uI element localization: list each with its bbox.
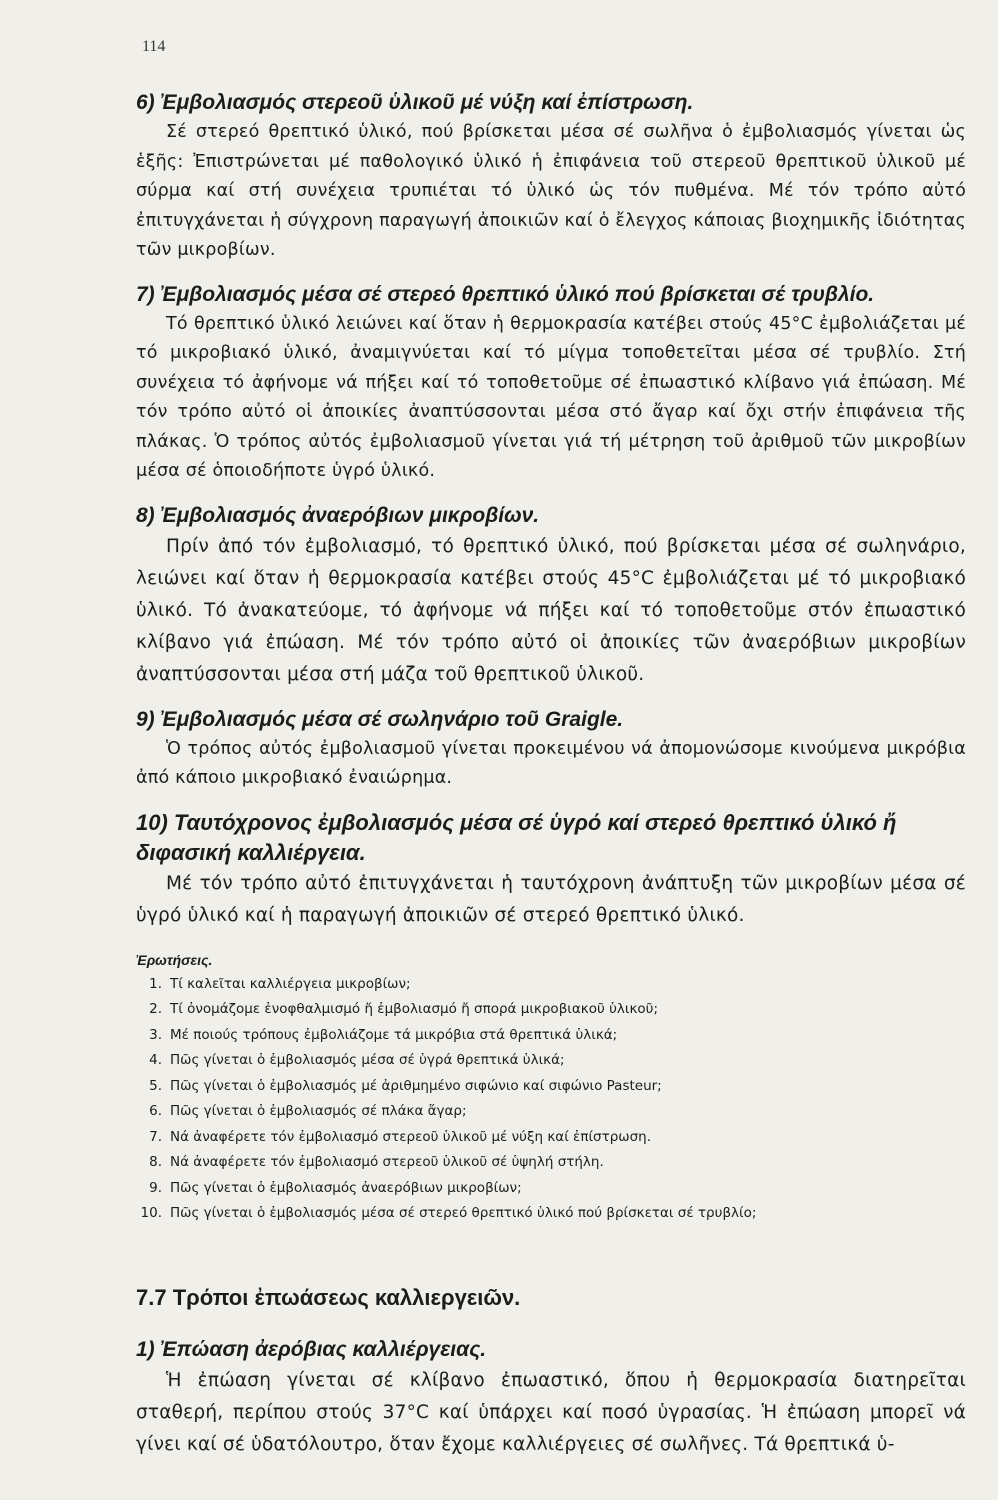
section-heading: 6) Ἐμβολιασμός στερεοῦ ὑλικοῦ μέ νύξη καί ἐπίστρωση. — [136, 91, 694, 114]
question-item — [136, 1048, 966, 1074]
section-10 — [136, 808, 966, 932]
question-number: 8. — [149, 1154, 162, 1170]
question-number: 5. — [149, 1077, 162, 1094]
question-item — [136, 1176, 966, 1202]
section-body: Ἡ ἐπώαση γίνεται σέ κλίβανο ἐπωαστικό, ὅπου ἡ θερμοκρασία διατηρεῖται σταθερή, περίπου στούς 37°C καί ὑπάρχει καί ποσό ὑγρασίας. Ἡ ἐπώαση μπορεῖ νά γίνει καί σέ ὑδατόλουτρο, ὅταν ἔχομε καλλιέργειες σέ σωλῆνες. Τά θρεπτικά ὑ- — [136, 1369, 966, 1455]
question-item — [136, 1099, 966, 1125]
incubation-section-1 — [136, 1335, 966, 1461]
section-heading: 8) Ἐμβολιασμός ἀναερόβιων μικροβίων. — [136, 503, 540, 527]
question-text: Πῶς γίνεται ὁ ἐμβολιασμός μέσα σέ ὑγρά θρεπτικά ὑλικά; — [170, 1052, 565, 1068]
question-text: Τί καλεῖται καλλιέργεια μικροβίων; — [170, 975, 411, 992]
page-content — [136, 88, 966, 1475]
questions-block — [136, 952, 966, 1227]
section-heading: 10) Ταυτόχρονος ἐμβολιασμός μέσα σέ ὑγρό καί στερεό θρεπτικό ὑλικό ἤ διφασική καλλιέργεια. — [136, 809, 897, 865]
question-number: 1. — [149, 975, 162, 992]
section-heading: 1) Ἐπώαση ἀερόβιας καλλιέργειας. — [136, 1337, 487, 1361]
section-body: Σέ στερεό θρεπτικό ὑλικό, πού βρίσκεται μέσα σέ σωλῆνα ὁ ἐμβολιασμός γίνεται ὡς ἑξῆς: Ἐπιστρώνεται μέ παθολογικό ὑλικό ἡ ἐπιφάνεια τοῦ στερεοῦ θρεπτικοῦ ὑλικοῦ μέ σύρμα καί στή συνέχεια τρυπιέται τό ὑλικό ὡς τόν πυθμένα. Μέ τόν τρόπο αὐτό ἐπιτυγχάνεται ἡ σύγχρονη παραγωγή ἀποικιῶν καί ὁ ἔλεγχος κάποιας βιοχημικῆς ἰδιότητας τῶν μικροβίων. — [136, 122, 966, 260]
question-text: Νά ἀναφέρετε τόν ἐμβολιασμό στερεοῦ ὑλικοῦ σέ ὑψηλή στήλη. — [170, 1154, 604, 1170]
section-7 — [136, 280, 966, 487]
question-item — [136, 997, 966, 1023]
question-number: 6. — [149, 1103, 162, 1119]
section-heading: 7) Ἐμβολιασμός μέσα σέ στερεό θρεπτικό ὑλικό πού βρίσκεται σέ τρυβλίο. — [136, 282, 875, 306]
questions-list — [136, 972, 966, 1227]
question-item — [136, 1150, 966, 1176]
question-number: 10. — [140, 1205, 162, 1221]
question-item — [136, 1125, 966, 1151]
section-6 — [136, 88, 966, 266]
section-8 — [136, 501, 966, 691]
question-text: Μέ ποιούς τρόπους ἐμβολιάζομε τά μικρόβια στά θρεπτικά ὑλικά; — [170, 1026, 618, 1043]
section-body: Ὁ τρόπος αὐτός ἐμβολιασμοῦ γίνεται προκειμένου νά ἀπομονώσομε κινούμενα μικρόβια ἀπό κάποιο μικροβιακό ἐναιώρημα. — [136, 738, 966, 788]
question-number: 7. — [149, 1128, 162, 1145]
page-number: 114 — [142, 38, 166, 55]
question-number: 3. — [149, 1026, 162, 1043]
question-text: Πῶς γίνεται ὁ ἐμβολιασμός ἀναερόβιων μικροβίων; — [170, 1179, 522, 1196]
question-text: Νά ἀναφέρετε τόν ἐμβολιασμό στερεοῦ ὑλικοῦ μέ νύξη καί ἐπίστρωση. — [170, 1128, 652, 1145]
section-heading: 9) Ἐμβολιασμός μέσα σέ σωληνάριο τοῦ Graigle. — [136, 707, 624, 731]
question-number: 9. — [149, 1179, 162, 1196]
question-item — [136, 972, 966, 998]
section-body: Μέ τόν τρόπο αὐτό ἐπιτυγχάνεται ἡ ταυτόχρονη ἀνάπτυξη τῶν μικροβίων μέσα σέ ὑγρό ὑλικό καί ἡ παραγωγή ἀποικιῶν σέ στερεό θρεπτικό ὑλικό. — [136, 872, 966, 926]
question-text: Πῶς γίνεται ὁ ἐμβολιασμός μέ ἀριθμημένο σιφώνιο καί σιφώνιο Pasteur; — [170, 1077, 662, 1094]
question-text: Πῶς γίνεται ὁ ἐμβολιασμός μέσα σέ στερεό θρεπτικό ὑλικό πού βρίσκεται σέ τρυβλίο; — [170, 1205, 757, 1221]
section-body: Πρίν ἀπό τόν ἐμβολιασμό, τό θρεπτικό ὑλικό, πού βρίσκεται μέσα σέ σωληνάριο, λειώνει καί ὅταν ἡ θερμοκρασία κατέβει στούς 45°C ἐμβολιάζεται μέ τό μικροβιακό ὑλικό. Τό ἀνακατεύομε, τό ἀφήνομε νά πήξει καί τό τοποθετοῦμε στόν ἐπωαστικό κλίβανο γιά ἐπώαση. Μέ τόν τρόπο αὐτό οἱ ἀποικίες τῶν ἀναερόβιων μικροβίων ἀναπτύσσονται μέσα στή μάζα τοῦ θρεπτικοῦ ὑλικοῦ. — [136, 535, 966, 685]
questions-title: Ἐρωτήσεις. — [136, 951, 213, 968]
chapter-title: 7.7 Τρόποι ἐπωάσεως καλλιεργειῶν. — [136, 1284, 521, 1310]
question-number: 2. — [149, 1001, 162, 1017]
question-text: Πῶς γίνεται ὁ ἐμβολιασμός σέ πλάκα ἄγαρ; — [170, 1103, 467, 1119]
question-number: 4. — [149, 1052, 162, 1068]
section-body: Τό θρεπτικό ὑλικό λειώνει καί ὅταν ἡ θερμοκρασία κατέβει στούς 45°C ἐμβολιάζεται μέ τό μικροβιακό ὑλικό, ἀναμιγνύεται καί τό μίγμα τοποθετεῖται μέσα σέ τρυβλίο. Στή συνέχεια τό ἀφήνομε νά πήξει καί τό τοποθετοῦμε σέ ἐπωαστικό κλίβανο γιά ἐπώαση. Μέ τόν τρόπο αὐτό οἱ ἀποικίες ἀναπτύσσονται μέσα στό ἄγαρ καί ὄχι στήν ἐπιφάνεια τῆς πλάκας. Ὁ τρόπος αὐτός ἐμβολιασμοῦ γίνεται γιά τή μέτρηση τοῦ ἀριθμοῦ τῶν μικροβίων μέσα σέ ὁποιοδήποτε ὑγρό ὑλικό. — [136, 313, 966, 481]
question-item — [136, 1201, 966, 1227]
question-item — [136, 1023, 966, 1049]
question-item — [136, 1074, 966, 1100]
question-text: Τί ὀνομάζομε ἐνοφθαλμισμό ἤ ἐμβολιασμό ἤ σπορά μικροβιακοῦ ὑλικοῦ; — [170, 1001, 659, 1017]
section-9 — [136, 705, 966, 794]
